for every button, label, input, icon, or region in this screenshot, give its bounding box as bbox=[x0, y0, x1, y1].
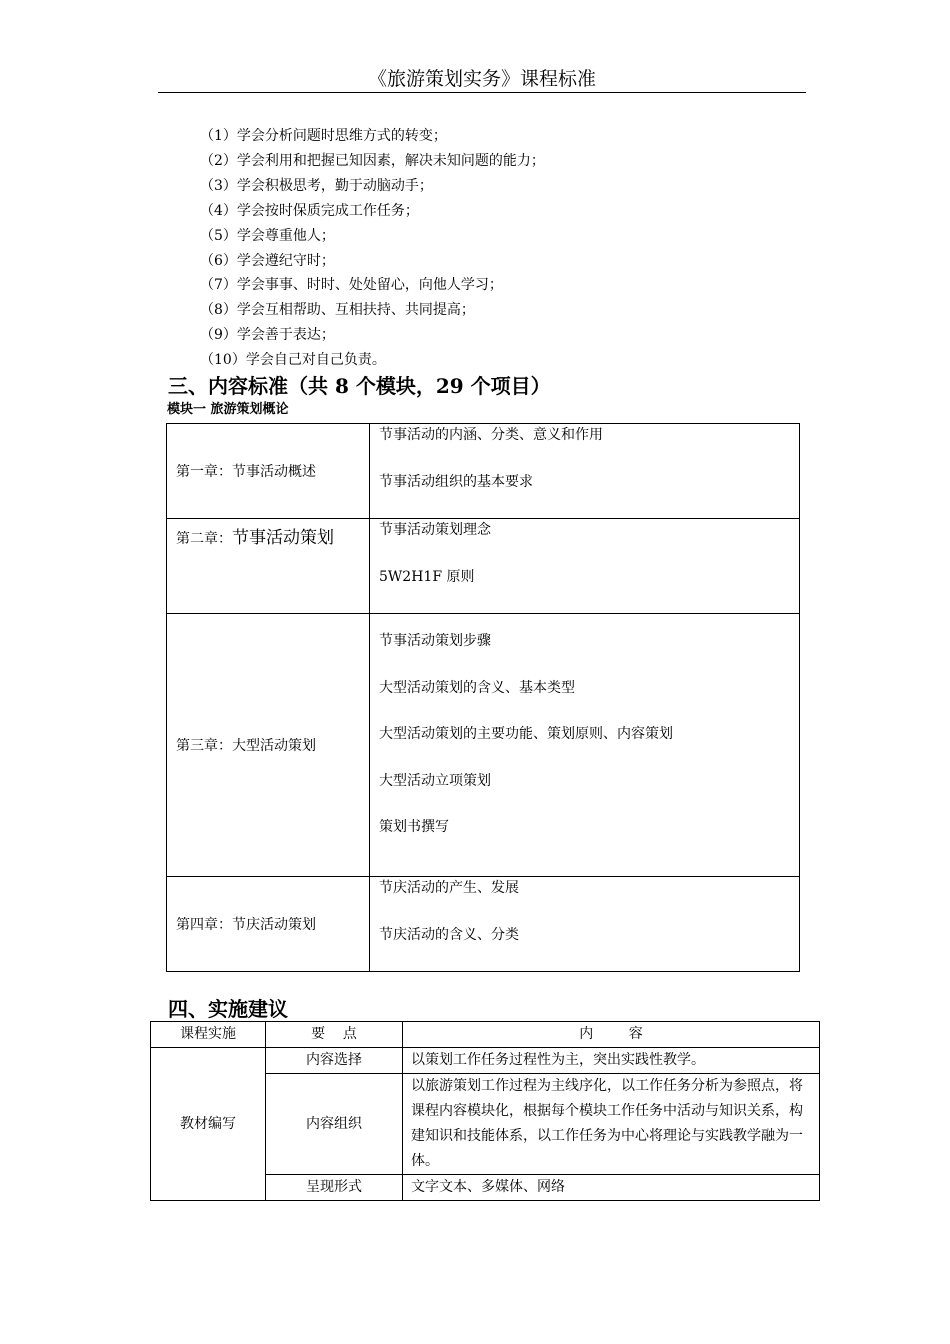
topic-item: 节事活动策划理念 bbox=[379, 522, 491, 538]
content-standard-table bbox=[166, 423, 800, 972]
header-cell: 课程实施 bbox=[151, 1022, 266, 1048]
content-cell: 以策划工作任务过程性为主，突出实践性教学。 bbox=[403, 1048, 820, 1074]
topics-cell bbox=[370, 614, 800, 877]
topic-item: 节庆活动的产生、发展 bbox=[379, 880, 519, 896]
chapter-row bbox=[167, 877, 800, 972]
chapter-name: 节事活动策划 bbox=[232, 528, 334, 548]
header-rule bbox=[158, 92, 806, 93]
chapter-row bbox=[167, 614, 800, 877]
topic-item: 节事活动策划步骤 bbox=[379, 633, 491, 649]
section-3-heading: 三、内容标准（共 8 个模块，29 个项目） bbox=[168, 374, 551, 398]
topics-cell bbox=[370, 424, 800, 519]
chapter-prefix: 第三章： bbox=[176, 738, 232, 754]
goal-item: （7）学会事事、时时、处处留心，向他人学习； bbox=[200, 277, 503, 294]
chapter-cell bbox=[167, 519, 370, 614]
topic-item: 大型活动策划的主要功能、策划原则、内容策划 bbox=[379, 726, 673, 742]
chapter-prefix: 第二章： bbox=[176, 531, 232, 547]
topics-cell bbox=[370, 519, 800, 614]
topic-item: 大型活动立项策划 bbox=[379, 772, 491, 789]
topic-item: 5W2H1F 原则 bbox=[379, 568, 475, 585]
topic-item: 节庆活动的含义、分类 bbox=[379, 926, 519, 943]
goal-item: （5）学会尊重他人； bbox=[200, 227, 335, 244]
content-cell: 文字文本、多媒体、网络 bbox=[403, 1175, 820, 1201]
page-header-title: 《旅游策划实务》课程标准 bbox=[367, 68, 596, 90]
topic-item: 节事活动的内涵、分类、意义和作用 bbox=[379, 427, 603, 443]
module-1-title: 模块一 旅游策划概论 bbox=[167, 402, 289, 417]
table-row bbox=[151, 1048, 820, 1074]
goal-item: （8）学会互相帮助、互相扶持、共同提高； bbox=[200, 302, 475, 319]
goal-item: （10）学会自己对自己负责。 bbox=[200, 352, 386, 369]
table-header-row bbox=[151, 1022, 820, 1048]
chapter-row bbox=[167, 424, 800, 519]
chapter-prefix: 第一章： bbox=[176, 464, 232, 480]
topic-item: 策划书撰写 bbox=[379, 819, 449, 835]
chapter-cell bbox=[167, 424, 370, 519]
chapter-cell bbox=[167, 614, 370, 877]
chapter-row bbox=[167, 519, 800, 614]
goal-item: （9）学会善于表达； bbox=[200, 327, 335, 344]
implementation-table bbox=[150, 1021, 820, 1201]
point-cell: 内容组织 bbox=[266, 1074, 403, 1175]
chapter-name: 大型活动策划 bbox=[232, 738, 316, 754]
goal-item: （3）学会积极思考，勤于动脑动手； bbox=[200, 177, 433, 194]
header-cell: 要 点 bbox=[266, 1022, 403, 1048]
header-cell: 内 容 bbox=[403, 1022, 820, 1048]
section-4-heading: 四、实施建议 bbox=[168, 997, 288, 1021]
point-cell: 内容选择 bbox=[266, 1048, 403, 1074]
topics-cell bbox=[370, 877, 800, 972]
chapter-name: 节庆活动策划 bbox=[232, 917, 316, 933]
group-cell: 教材编写 bbox=[151, 1048, 266, 1201]
goal-item: （6）学会遵纪守时； bbox=[200, 252, 335, 269]
goal-item: （4）学会按时保质完成工作任务； bbox=[200, 202, 419, 219]
chapter-cell bbox=[167, 877, 370, 972]
chapter-prefix: 第四章： bbox=[176, 917, 232, 933]
topic-item: 大型活动策划的含义、基本类型 bbox=[379, 679, 575, 696]
goal-item: （1）学会分析问题时思维方式的转变； bbox=[200, 128, 447, 144]
topic-item: 节事活动组织的基本要求 bbox=[379, 473, 533, 490]
content-cell: 以旅游策划工作过程为主线序化，以工作任务分析为参照点，将课程内容模块化，根据每个模块工作任务中活动与知识关系，构建知识和技能体系，以工作任务为中心将理论与实践教学融为一体。 bbox=[403, 1074, 820, 1175]
goals-list bbox=[200, 124, 545, 373]
point-cell: 呈现形式 bbox=[266, 1175, 403, 1201]
goal-item: （2）学会利用和把握已知因素，解决未知问题的能力； bbox=[200, 152, 545, 169]
chapter-name: 节事活动概述 bbox=[232, 464, 316, 480]
